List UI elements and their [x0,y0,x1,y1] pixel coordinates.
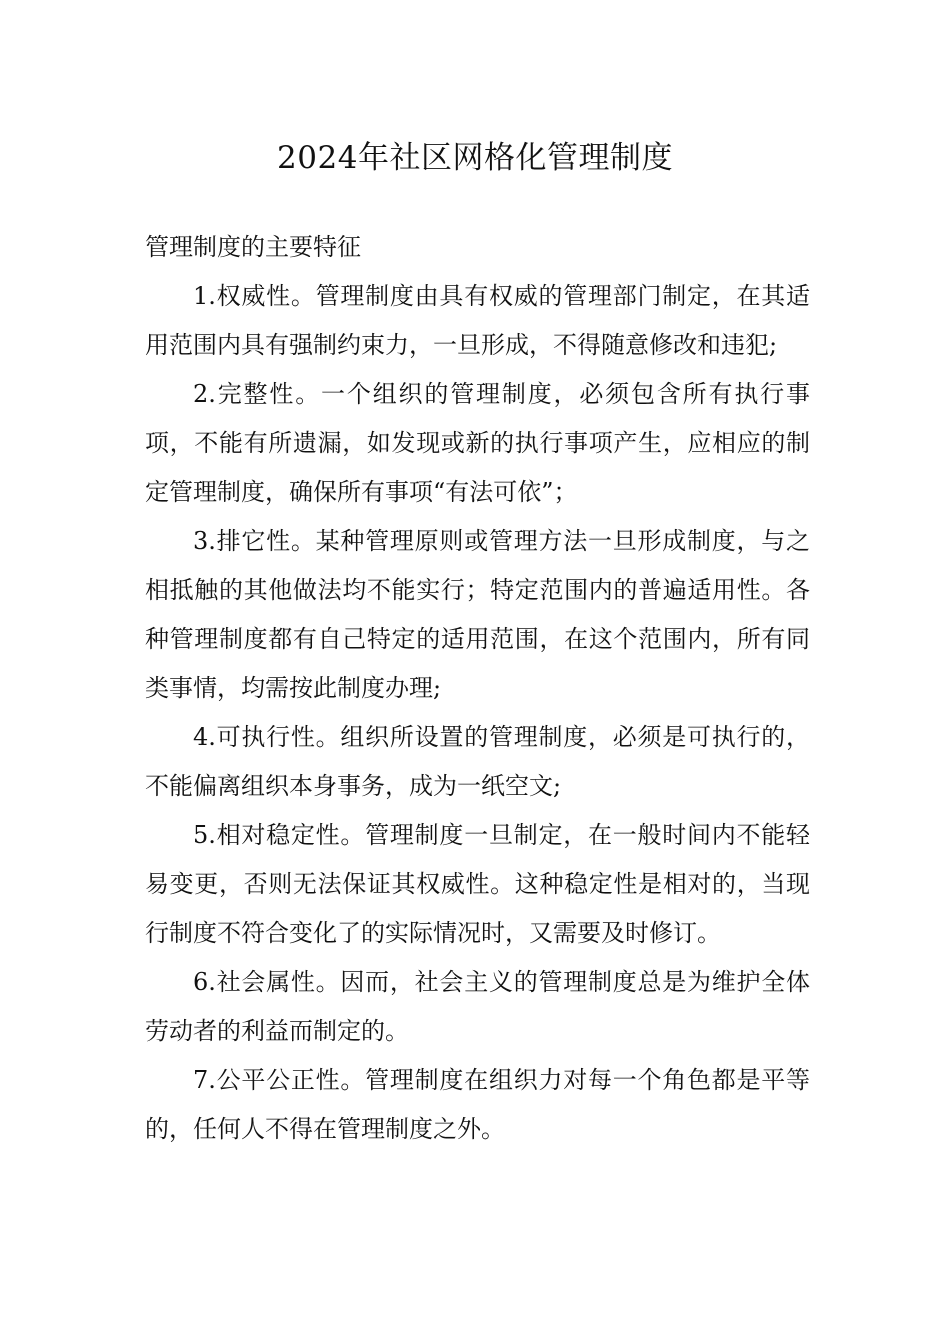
paragraph-fairness: 7.公平公正性。管理制度在组织力对每一个角色都是平等的，任何人不得在管理制度之外。 [145,1066,810,1143]
document-title: 2024年社区网格化管理制度 [277,140,673,176]
paragraph-social-attribute: 6.社会属性。因而，社会主义的管理制度总是为维护全体劳动者的利益而制定的。 [145,968,810,1045]
document-body [145,223,810,1154]
section-heading: 管理制度的主要特征 [145,233,361,261]
paragraph-stability: 5.相对稳定性。管理制度一旦制定，在一般时间内不能轻易变更，否则无法保证其权威性。这种稳定性是相对的，当现行制度不符合变化了的实际情况时，又需要及时修订。 [145,821,810,947]
paragraph-completeness: 2.完整性。一个组织的管理制度，必须包含所有执行事项，不能有所遗漏，如发现或新的执行事项产生，应相应的制定管理制度，确保所有事项“有法可依”； [145,380,810,506]
paragraph-exclusivity: 3.排它性。某种管理原则或管理方法一旦形成制度，与之相抵触的其他做法均不能实行；特定范围内的普遍适用性。各种管理制度都有自己特定的适用范围，在这个范围内，所有同类事情，均需按此制度办理; [145,527,810,702]
paragraph-enforceability: 4.可执行性。组织所设置的管理制度，必须是可执行的，不能偏离组织本身事务，成为一纸空文; [145,723,810,800]
paragraph-authority: 1.权威性。管理制度由具有权威的管理部门制定，在其适用范围内具有强制约束力，一旦形成，不得随意修改和违犯; [145,282,810,359]
